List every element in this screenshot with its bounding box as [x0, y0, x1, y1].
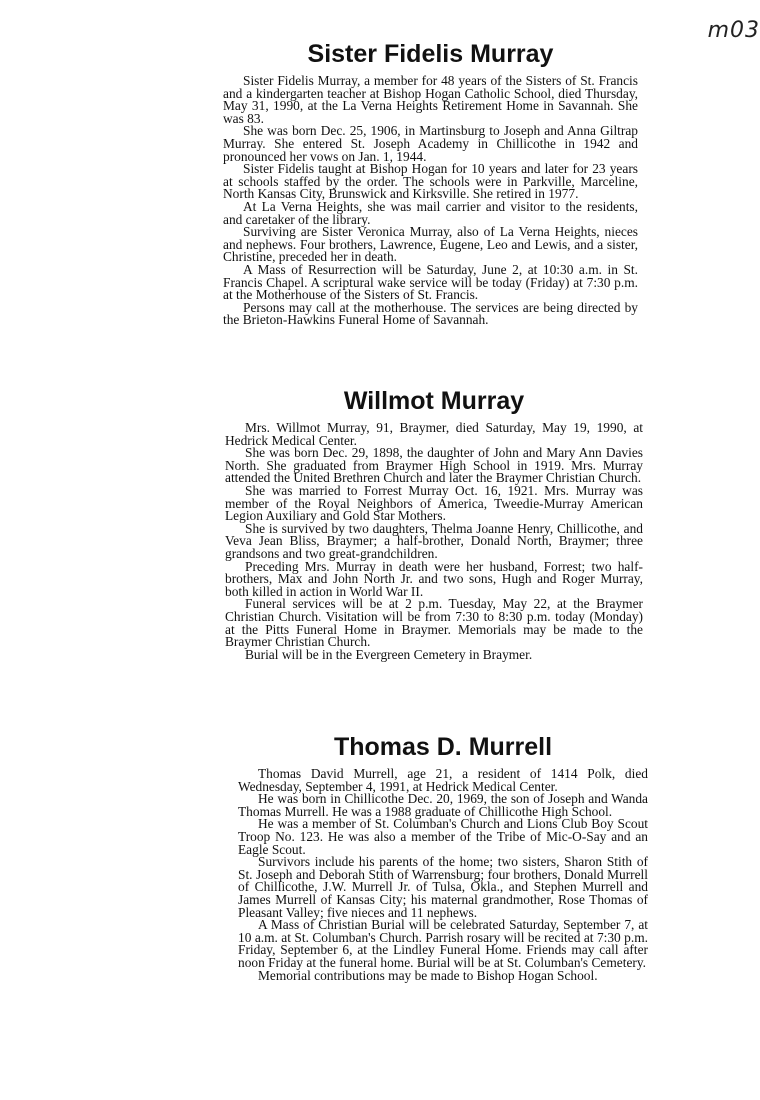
obituary-paragraph: At La Verna Heights, she was mail carrier and visitor to the residents, and caretaker of the library. [223, 198, 638, 227]
obituary-paragraph: Sister Fidelis taught at Bishop Hogan for 10 years and later for 23 years at schools staffed by the order. The schools were in Parkville, Marceline, North Kansas City, Brunswick and Kirksville. She retired in 1977. [223, 161, 638, 202]
obituary-thomas-murrell [238, 733, 648, 982]
obituary-paragraph: Persons may call at the motherhouse. The services are being directed by the Brieton-Hawkins Funeral Home of Savannah. [223, 299, 638, 328]
obituary-fidelis-murray [223, 40, 638, 327]
obituary-paragraph: Sister Fidelis Murray, a member for 48 years of the Sisters of St. Francis and a kindergarten teacher at Bishop Hogan Catholic School, died Thursday, May 31, 1990, at the La Verna Heights Retirement Home in Savannah. She was 83. [223, 73, 638, 126]
obituary-paragraph: She was born Dec. 29, 1898, the daughter of John and Mary Ann Davies North. She graduated from Braymer High School in 1919. Mrs. Murray attended the United Brethren Church and later the Braymer Christian Church. [225, 445, 643, 486]
obituary-title: Sister Fidelis Murray [307, 40, 554, 68]
obituary-paragraph: A Mass of Christian Burial will be celebrated Saturday, September 7, at 10 a.m. at St. Columban's Church. Parrish rosary will be recited at 7:30 p.m. Friday, September 6, at the Lindley Funeral Home. Friends may call after noon Friday at the funeral home. Burial will be at St. Columban's Cemetery. [238, 917, 648, 970]
obituary-willmot-murray [225, 387, 643, 661]
obituary-paragraph: Preceding Mrs. Murray in death were her husband, Forrest; two half-brothers, Max and John North Jr. and two sons, Hugh and Roger Murray, both killed in action in World War II. [225, 558, 643, 599]
obituary-paragraph: She is survived by two daughters, Thelma Joanne Henry, Chillicothe, and Veva Jean Bliss, Braymer; a half-brother, Donald North, Braymer; three grandsons and two great-grandchildren. [225, 520, 643, 561]
obituary-paragraph: Mrs. Willmot Murray, 91, Braymer, died Saturday, May 19, 1990, at Hedrick Medical Center. [225, 420, 643, 448]
obituary-paragraph: A Mass of Resurrection will be Saturday, June 2, at 10:30 a.m. in St. Francis Chapel. A scriptural wake service will be today (Friday) at 7:30 p.m. at the Motherhouse of the Sisters of St. Francis. [223, 261, 638, 303]
obituary-paragraph: Survivors include his parents of the home; two sisters, Sharon Stith of St. Joseph and Deborah Stith of Warrensburg; four brothers, Donald Murrell of Chillicothe, J.W. Murrell Jr. of Tulsa, Okla., and Stephen Murrell and James Murrell of Kansas City; his maternal grandmother, Rose Thomas of Pleasant Valley; five nieces and 11 nephews. [238, 854, 648, 920]
obituary-paragraph: Burial will be in the Evergreen Cemetery in Braymer. [245, 646, 533, 662]
corner-handwritten-mark: m03 [707, 18, 760, 43]
obituary-paragraph: He was born in Chillicothe Dec. 20, 1969, the son of Joseph and Wanda Thomas Murrell. He was a 1988 graduate of Chillicothe High School. [238, 791, 648, 819]
obituary-paragraph: Surviving are Sister Veronica Murray, also of La Verna Heights, nieces and nephews. Four brothers, Lawrence, Eugene, Leo and Lewis, and a sister, Christine, preceded her in death. [223, 224, 638, 265]
obituary-title: Willmot Murray [343, 387, 525, 415]
obituary-paragraph: He was a member of St. Columban's Church and Lions Club Boy Scout Troop No. 123. He was also a member of the Tribe of Mic-O-Say and an Eagle Scout. [238, 816, 648, 857]
obituary-paragraph: Thomas David Murrell, age 21, a resident of 1414 Polk, died Wednesday, September 4, 1991, at Hedrick Medical Center. [238, 766, 648, 794]
obituary-title: Thomas D. Murrell [333, 733, 553, 761]
obituary-paragraph: She was married to Forrest Murray Oct. 16, 1921. Mrs. Murray was member of the Royal Neighbors of America, Tweedie-Murray American Legion Auxiliary and Gold Star Mothers. [225, 482, 643, 524]
obituary-paragraph: She was born Dec. 25, 1906, in Martinsburg to Joseph and Anna Giltrap Murray. She entered St. Joseph Academy in Chillicothe in 1942 and pronounced her vows on Jan. 1, 1944. [223, 123, 638, 164]
obituary-paragraph: Funeral services will be at 2 p.m. Tuesday, May 22, at the Braymer Christian Church. Visitation will be from 7:30 to 8:30 p.m. today (Monday) at the Pitts Funeral Home in Braymer. Memorials may be made to the Braymer Christian Church. [225, 596, 643, 650]
obituary-paragraph: Memorial contributions may be made to Bishop Hogan School. [258, 967, 598, 983]
